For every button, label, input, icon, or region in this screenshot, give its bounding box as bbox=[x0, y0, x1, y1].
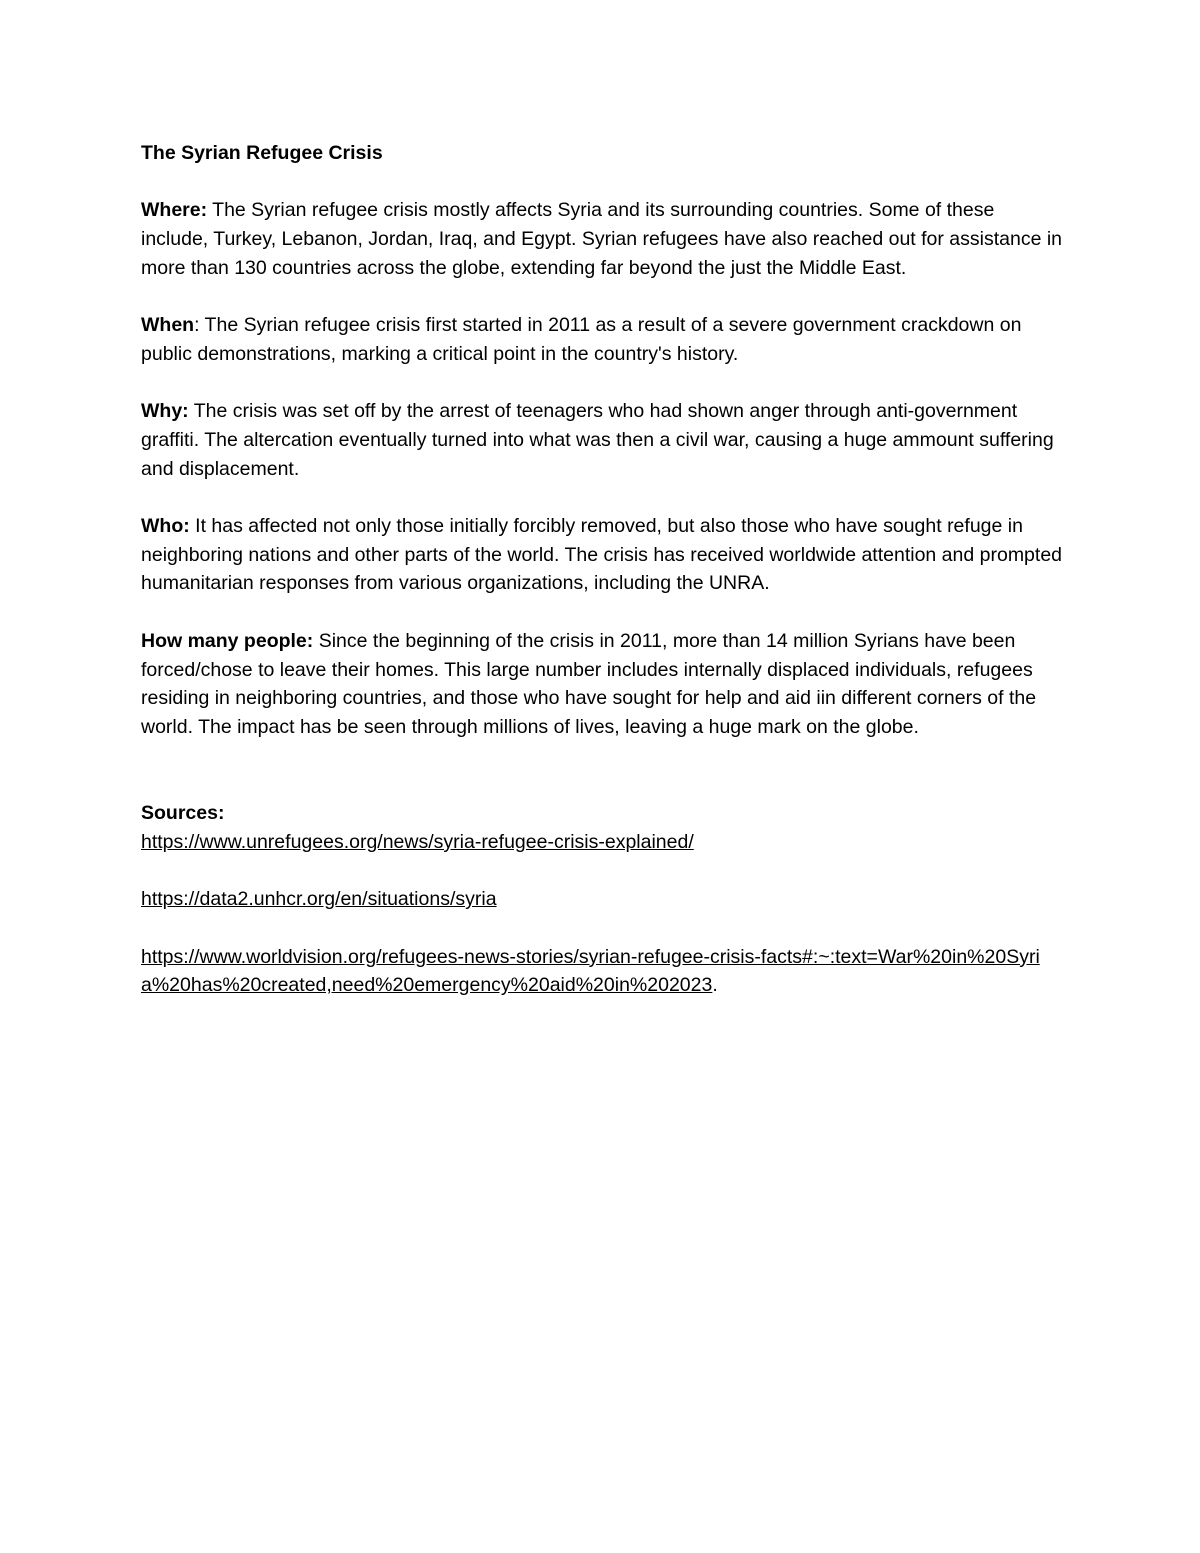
when-text: : The Syrian refugee crisis first started in 2011 as a result of a severe government crackdown on public demonstrations, marking a critical point in the country's history. bbox=[141, 314, 1022, 365]
when-paragraph bbox=[141, 311, 1063, 368]
why-text: The crisis was set off by the arrest of teenagers who had shown anger through anti-government graffiti. The altercation eventually turned into what was then a civil war, causing a huge ammount suffering and displacement. bbox=[141, 400, 1054, 480]
who-paragraph bbox=[141, 512, 1063, 598]
who-label: Who: bbox=[141, 515, 190, 538]
source-link-row bbox=[141, 943, 1063, 1000]
where-paragraph bbox=[141, 196, 1063, 282]
why-label: Why: bbox=[141, 400, 189, 423]
sources-section bbox=[141, 799, 1063, 1000]
source-link-worldvision[interactable]: https://www.worldvision.org/refugees-news-stories/syrian-refugee-crisis-facts#:~:text=War%20in%20Syria%20has%20created,need%20emergency%20aid%20in%202023 bbox=[141, 945, 1040, 997]
source-link-row bbox=[141, 828, 1063, 857]
where-label: Where: bbox=[141, 199, 208, 222]
where-text: The Syrian refugee crisis mostly affects Syria and its surrounding countries. Some of these include, Turkey, Lebanon, Jordan, Iraq, and Egypt. Syrian refugees have also reached out for assistance in more than 130 countries across the globe, extending far beyond the just the Middle East. bbox=[141, 199, 1063, 279]
source-link-row bbox=[141, 885, 1063, 914]
sources-label: Sources: bbox=[141, 802, 225, 825]
document-page bbox=[141, 139, 1063, 1029]
source-link-unhcr[interactable]: https://data2.unhcr.org/en/situations/syria bbox=[141, 888, 497, 911]
when-label: When bbox=[141, 314, 195, 337]
how-many-label: How many people: bbox=[141, 629, 314, 652]
source-link-unrefugees[interactable]: https://www.unrefugees.org/news/syria-refugee-crisis-explained/ bbox=[141, 830, 694, 853]
how-many-paragraph bbox=[141, 627, 1063, 742]
how-many-text: Since the beginning of the crisis in 2011, more than 14 million Syrians have been forced/chose to leave their homes. This large number includes internally displaced individuals, refugees residing in neighboring countries, and those who have sought for help and aid iin different corners of the world. The impact has be seen through millions of lives, leaving a huge mark on the globe. bbox=[141, 629, 1037, 738]
who-text: It has affected not only those initially forcibly removed, but also those who have sought refuge in neighboring nations and other parts of the world. The crisis has received worldwide attention and prompted humanitarian responses from various organizations, including the UNRA. bbox=[141, 515, 1063, 595]
document-title: The Syrian Refugee Crisis bbox=[141, 142, 383, 164]
trailing-period: . bbox=[712, 974, 718, 997]
why-paragraph bbox=[141, 397, 1063, 483]
